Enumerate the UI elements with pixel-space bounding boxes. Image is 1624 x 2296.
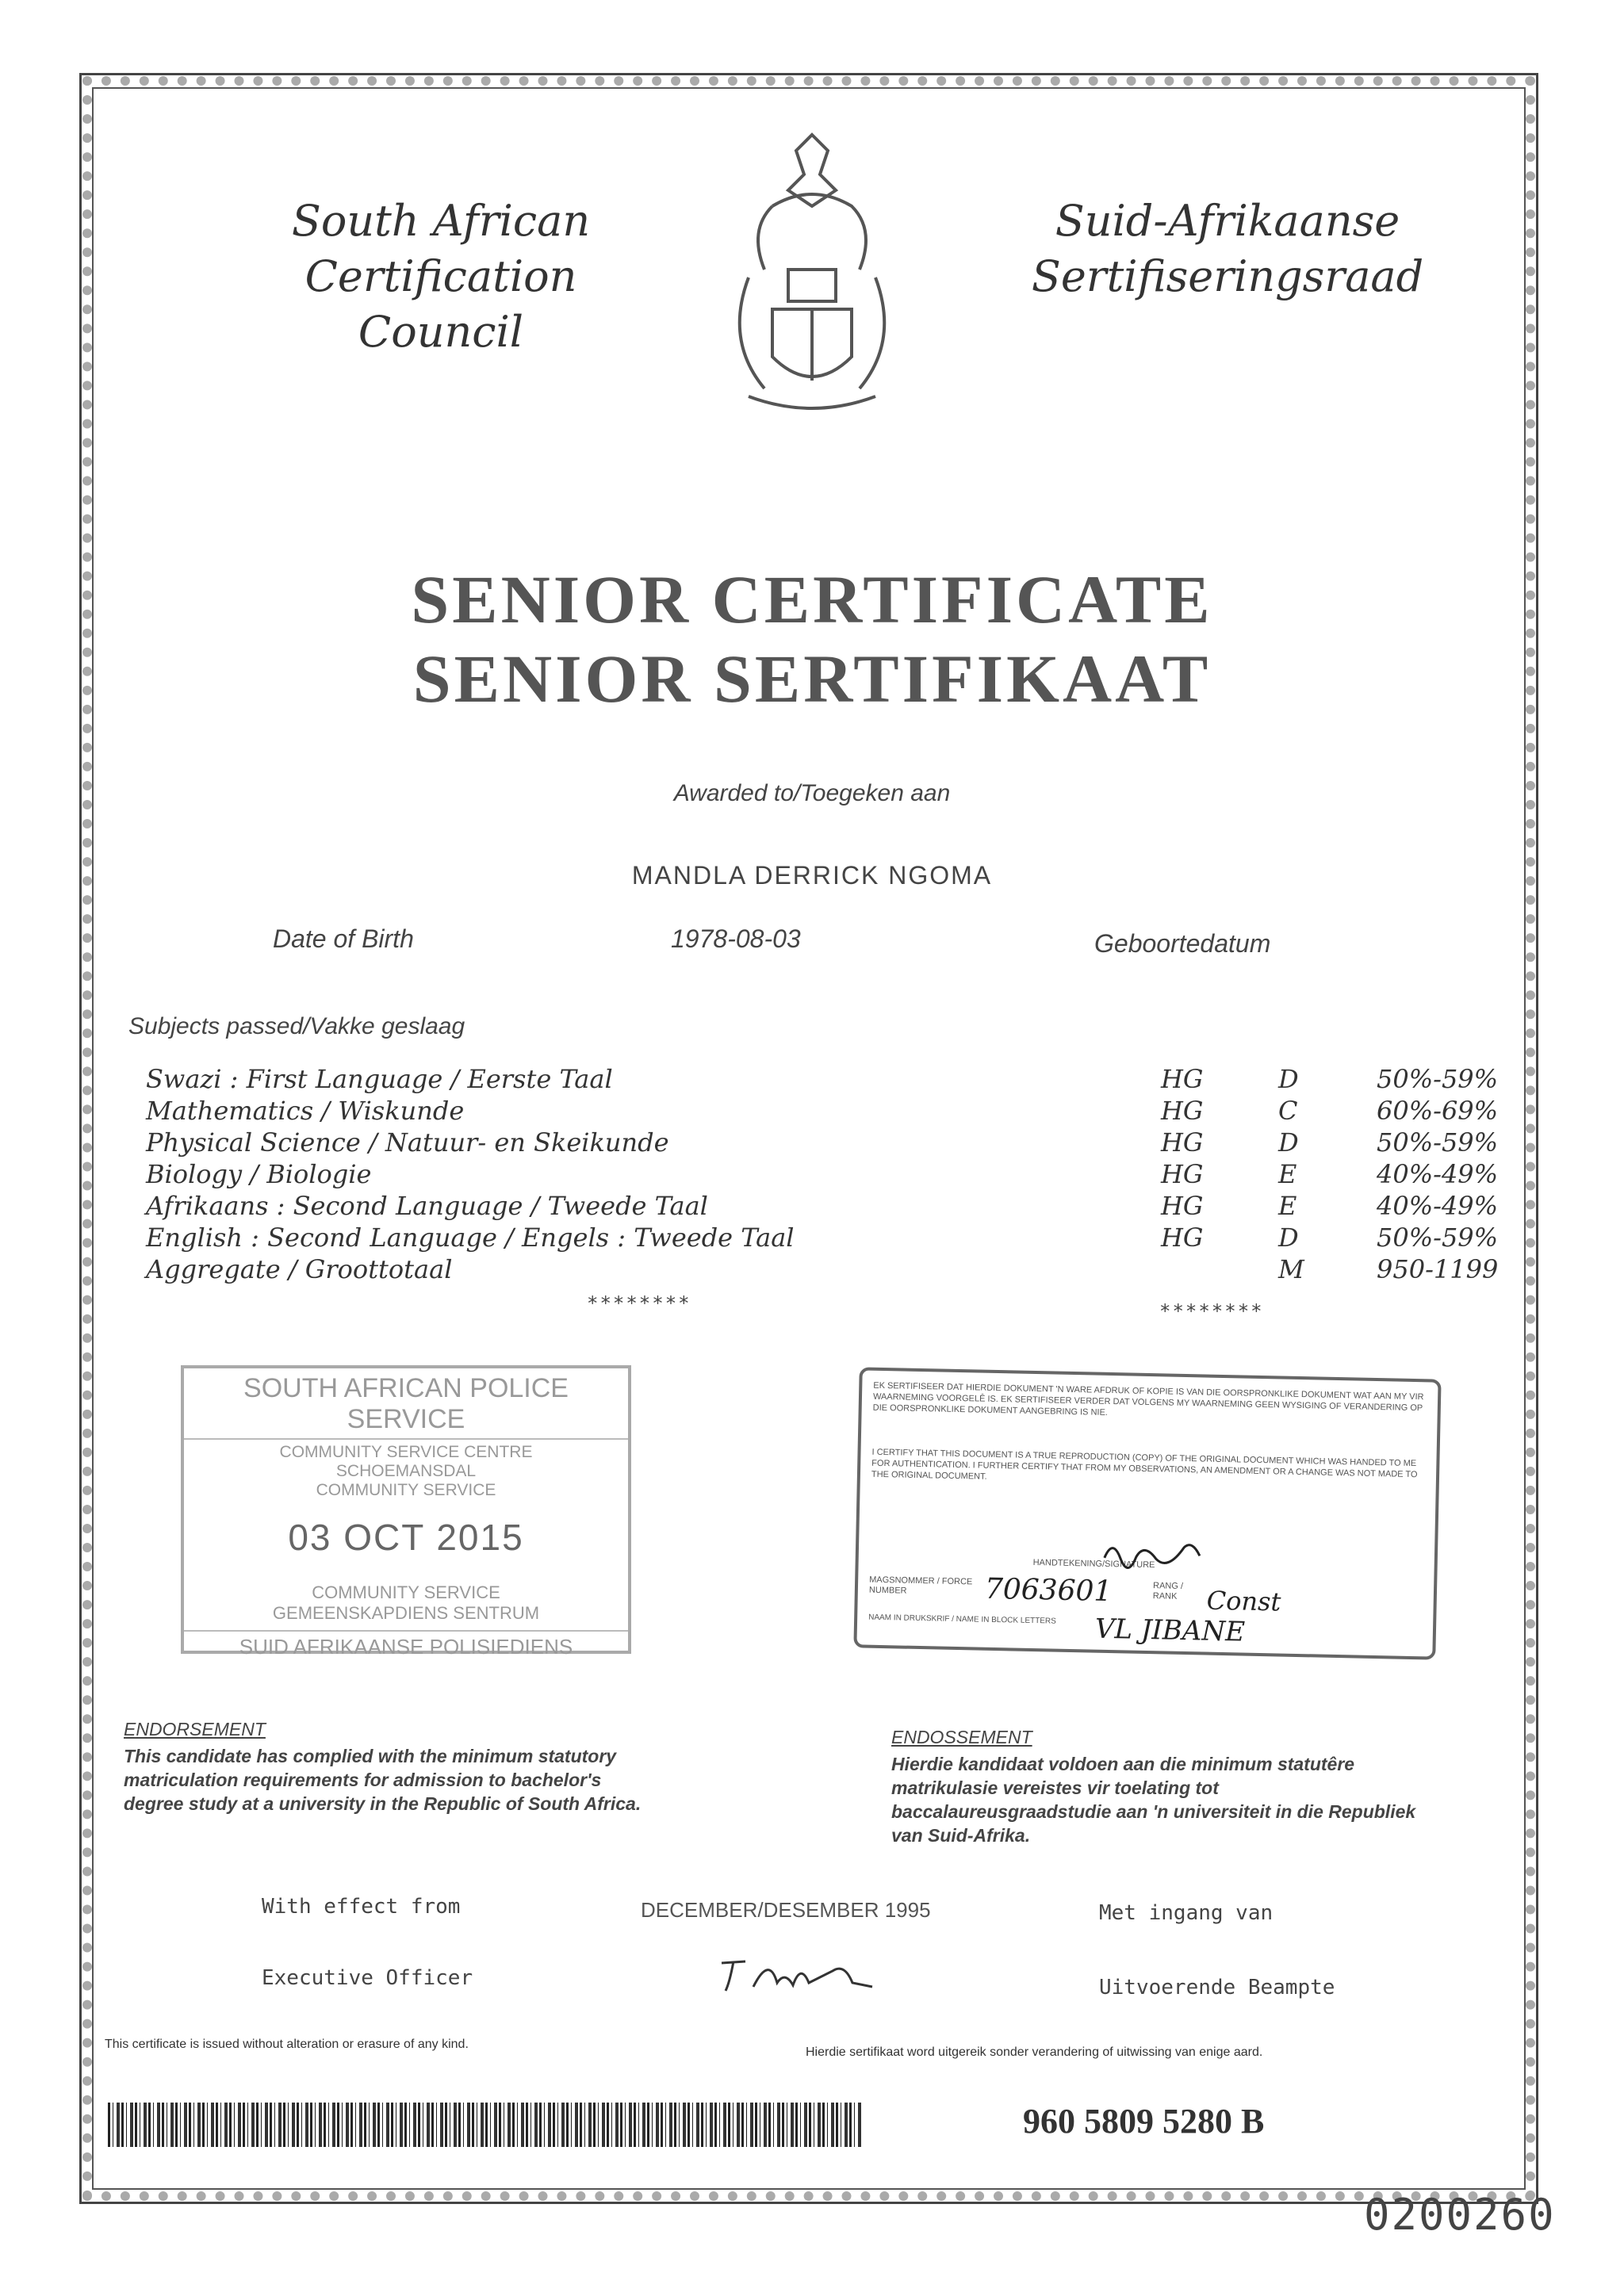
stamp-cert-rank-label: RANG / RANK: [1152, 1581, 1184, 1601]
officer-signature-icon: [714, 1947, 888, 2003]
subject-grade: HG: [1161, 1096, 1204, 1126]
subject-range: 40%-49%: [1377, 1159, 1499, 1189]
stamp-cert-name-label: NAAM IN DRUKSKRIF / NAME IN BLOCK LETTERS: [868, 1613, 1056, 1626]
subject-range: 60%-69%: [1377, 1096, 1499, 1126]
stamp-cert-text-af: EK SERTIFISEER DAT HIERDIE DOKUMENT 'N WARE AFDRUK OF KOPIE IS VAN DIE OORSPRONKLIKE DOKUMENT WAT AAN MY VIR WAARNEMING VOORGELÊ IS. EK SERTIFISEER VERDER DAT VOLGENS MY WAARNEMING GEEN WYSIGING OF VERANDERING OP DIE OORSPRONKLIKE DOKUMENT AANGEBRING IS NIE.: [872, 1380, 1424, 1418]
subject-name: English : Second Language / Engels : Tweede Taal: [146, 1223, 795, 1253]
dob-label-af: Geboortedatum: [1094, 929, 1271, 958]
officer-label-af: Uitvoerende Beampte: [1099, 1976, 1335, 1999]
aggregate-label: Aggregate / Groottotaal: [146, 1254, 453, 1284]
stamp-police-line3: SCHOEMANSDAL: [335, 1462, 477, 1480]
council-name-en-line1: South African: [291, 196, 591, 246]
subject-symbol: D: [1278, 1127, 1299, 1158]
aggregate-range: 950-1199: [1377, 1254, 1499, 1284]
subject-name: Biology / Biologie: [146, 1159, 372, 1189]
police-service-stamp: [181, 1365, 631, 1659]
council-name-en: [235, 193, 647, 361]
subject-row: [146, 1096, 1510, 1126]
stamp-signature-icon: [1096, 1534, 1208, 1576]
officer-label-en: Executive Officer: [262, 1966, 473, 1990]
stamp-cert-force-number: 7063601: [984, 1572, 1113, 1609]
dob-label-en: Date of Birth: [273, 924, 414, 953]
stars-left: ********: [587, 1292, 691, 1314]
effect-label-af: Met ingang van: [1099, 1901, 1274, 1925]
subject-range: 50%-59%: [1377, 1064, 1499, 1094]
candidate-name: MANDLA DERRICK NGOMA: [631, 861, 993, 890]
subject-grade: HG: [1161, 1191, 1204, 1221]
endorsement-heading-af: ENDOSSEMENT: [891, 1727, 1032, 1747]
subject-symbol: E: [1278, 1191, 1297, 1221]
stamp-police-line5: COMMUNITY SERVICE: [312, 1582, 500, 1602]
effect-label-en: With effect from: [262, 1895, 461, 1919]
stamp-cert-signature-label: HANDTEKENING/SIGNATURE: [1032, 1557, 1155, 1571]
subject-row: [146, 1064, 1510, 1094]
subject-name: Afrikaans : Second Language / Tweede Taal: [146, 1191, 708, 1221]
subject-grade: HG: [1161, 1159, 1204, 1189]
subject-row: [146, 1191, 1510, 1221]
council-name-en-line2: Certification Council: [304, 251, 577, 358]
subject-name: Physical Science / Natuur- en Skeikunde: [146, 1127, 669, 1158]
stamp-police-line2: COMMUNITY SERVICE CENTRE: [279, 1443, 533, 1461]
stars-right: ********: [1159, 1300, 1264, 1322]
endorsement-text-en: This candidate has complied with the minimum statutory matriculation requirements for admission to bachelor's degree study at a university in the Republic of South Africa.: [124, 1746, 642, 1814]
effect-date: DECEMBER/DESEMBER 1995: [641, 1898, 931, 1922]
stamp-cert-force-number-label: MAGSNOMMER / FORCE NUMBER: [868, 1575, 973, 1596]
subject-symbol: E: [1278, 1159, 1297, 1189]
serial-number: 960 5809 5280 B: [1023, 2102, 1265, 2141]
subject-row: [146, 1127, 1510, 1158]
certificate-title-en: SENIOR CERTIFICATE: [411, 561, 1213, 637]
subject-range: 50%-59%: [1377, 1223, 1499, 1253]
subject-symbol: D: [1278, 1064, 1299, 1094]
subject-grade: HG: [1161, 1127, 1204, 1158]
stamp-police-line6: GEMEENSKAPDIENS SENTRUM: [272, 1603, 540, 1623]
subject-row: [146, 1159, 1510, 1189]
document-number: 0200260: [1364, 2190, 1556, 2240]
footer-note-af: Hierdie sertifikaat word uitgereik sonder verandering of uitwissing van enige aard.: [806, 2045, 1263, 2059]
stamp-cert-name: VL JIBANE: [1094, 1613, 1246, 1648]
aggregate-symbol: M: [1278, 1254, 1304, 1284]
subject-grade: HG: [1161, 1223, 1204, 1253]
endorsement-heading-en: ENDORSEMENT: [124, 1719, 266, 1739]
subject-symbol: C: [1278, 1096, 1298, 1126]
certified-copy-stamp: [853, 1367, 1441, 1659]
subject-grade: HG: [1161, 1064, 1204, 1094]
council-name-af-line2: Sertifiseringsraad: [1031, 251, 1424, 302]
council-name-af-line1: Suid-Afrikaanse: [1055, 196, 1400, 246]
barcode: [108, 2103, 861, 2147]
stamp-police-line1: SOUTH AFRICAN POLICE SERVICE: [184, 1373, 628, 1440]
aggregate-row: [146, 1254, 1510, 1284]
subject-range: 40%-49%: [1377, 1191, 1499, 1221]
awarded-label: Awarded to/Toegeken aan: [673, 780, 951, 806]
coat-of-arms-icon: [717, 119, 907, 420]
stamp-cert-rank: Const: [1206, 1585, 1281, 1617]
stamp-police-line7: SUID AFRIKAANSE POLISIEDIENS: [184, 1630, 628, 1659]
council-name-af: [1021, 193, 1434, 304]
certificate-title-af: SENIOR SERTIFIKAAT: [412, 641, 1212, 717]
dob-value: 1978-08-03: [671, 924, 801, 953]
subject-row: [146, 1223, 1510, 1253]
subject-name: Swazi : First Language / Eerste Taal: [146, 1064, 613, 1094]
footer-note-en: This certificate is issued without alteration or erasure of any kind.: [105, 2038, 469, 2051]
subject-range: 50%-59%: [1377, 1127, 1499, 1158]
stamp-cert-text-en: I CERTIFY THAT THIS DOCUMENT IS A TRUE REPRODUCTION (COPY) OF THE ORIGINAL DOCUMENT WHICH WAS HANDED TO ME FOR AUTHENTICATION. I FURTHER CERTIFY THAT FROM MY OBSERVATIONS, AN AMENDMENT OR A CHANGE WAS NOT MADE TO THE ORIGINAL DOCUMENT.: [871, 1447, 1418, 1482]
endorsement-text-af: Hierdie kandidaat voldoen aan die minimum statutêre matrikulasie vereistes vir toelating tot baccalaureusgraadstudie aan 'n universiteit in die Republiek van Suid-Afrika.: [891, 1754, 1416, 1846]
subject-name: Mathematics / Wiskunde: [146, 1096, 465, 1126]
subjects-label: Subjects passed/Vakke geslaag: [128, 1013, 465, 1039]
subject-symbol: D: [1278, 1223, 1299, 1253]
stamp-police-line4: COMMUNITY SERVICE: [316, 1481, 496, 1499]
stamp-police-date: 03 OCT 2015: [288, 1517, 524, 1558]
